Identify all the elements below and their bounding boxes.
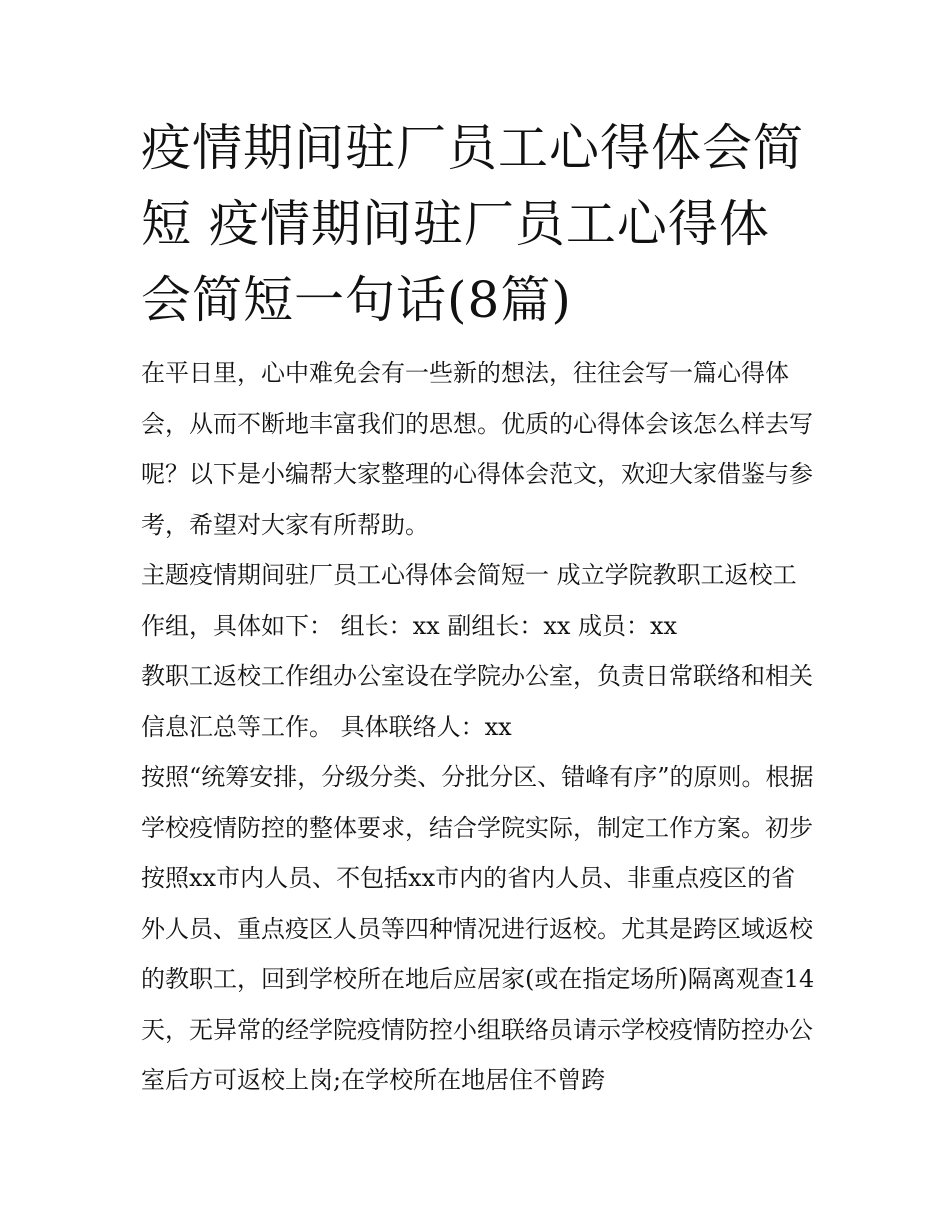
paragraph-intro: 在平日里，心中难免会有一些新的想法，往往会写一篇心得体会，从而不断地丰富我们的思想。优质的心得体会该怎么样去写呢？以下是小编帮大家整理的心得体会范文，欢迎大家借鉴与参考，希望对大家有所帮助。 <box>141 359 813 539</box>
document-page <box>141 110 817 1106</box>
paragraph-office: 教职工返校工作组办公室设在学院办公室，负责日常联络和相关信息汇总等工作。 具体联络人：xx <box>141 662 813 741</box>
document-body <box>141 348 817 1106</box>
paragraph-principles: 按照“统筹安排，分级分类、分批分区、错峰有序”的原则。根据学校疫情防控的整体要求，结合学院实际，制定工作方案。初步按照xx市内人员、不包括xx市内的省内人员、非重点疫区的省外人员、重点疫区人员等四种情况进行返校。尤其是跨区域返校的教职工，回到学校所在地后应居家(或在指定场所)隔离观查14天，无异常的经学院疫情防控小组联络员请示学校疫情防控办公室后方可返校上岗;在学校所在地居住不曾跨 <box>141 763 815 1094</box>
document-title: 疫情期间驻厂员工心得体会简短 疫情期间驻厂员工心得体会简短一句话(8篇) <box>141 119 804 329</box>
paragraph-workgroup: 主题疫情期间驻厂员工心得体会简短一 成立学院教职工返校工作组，具体如下： 组长：xx 副组长：xx 成员：xx <box>141 561 797 640</box>
